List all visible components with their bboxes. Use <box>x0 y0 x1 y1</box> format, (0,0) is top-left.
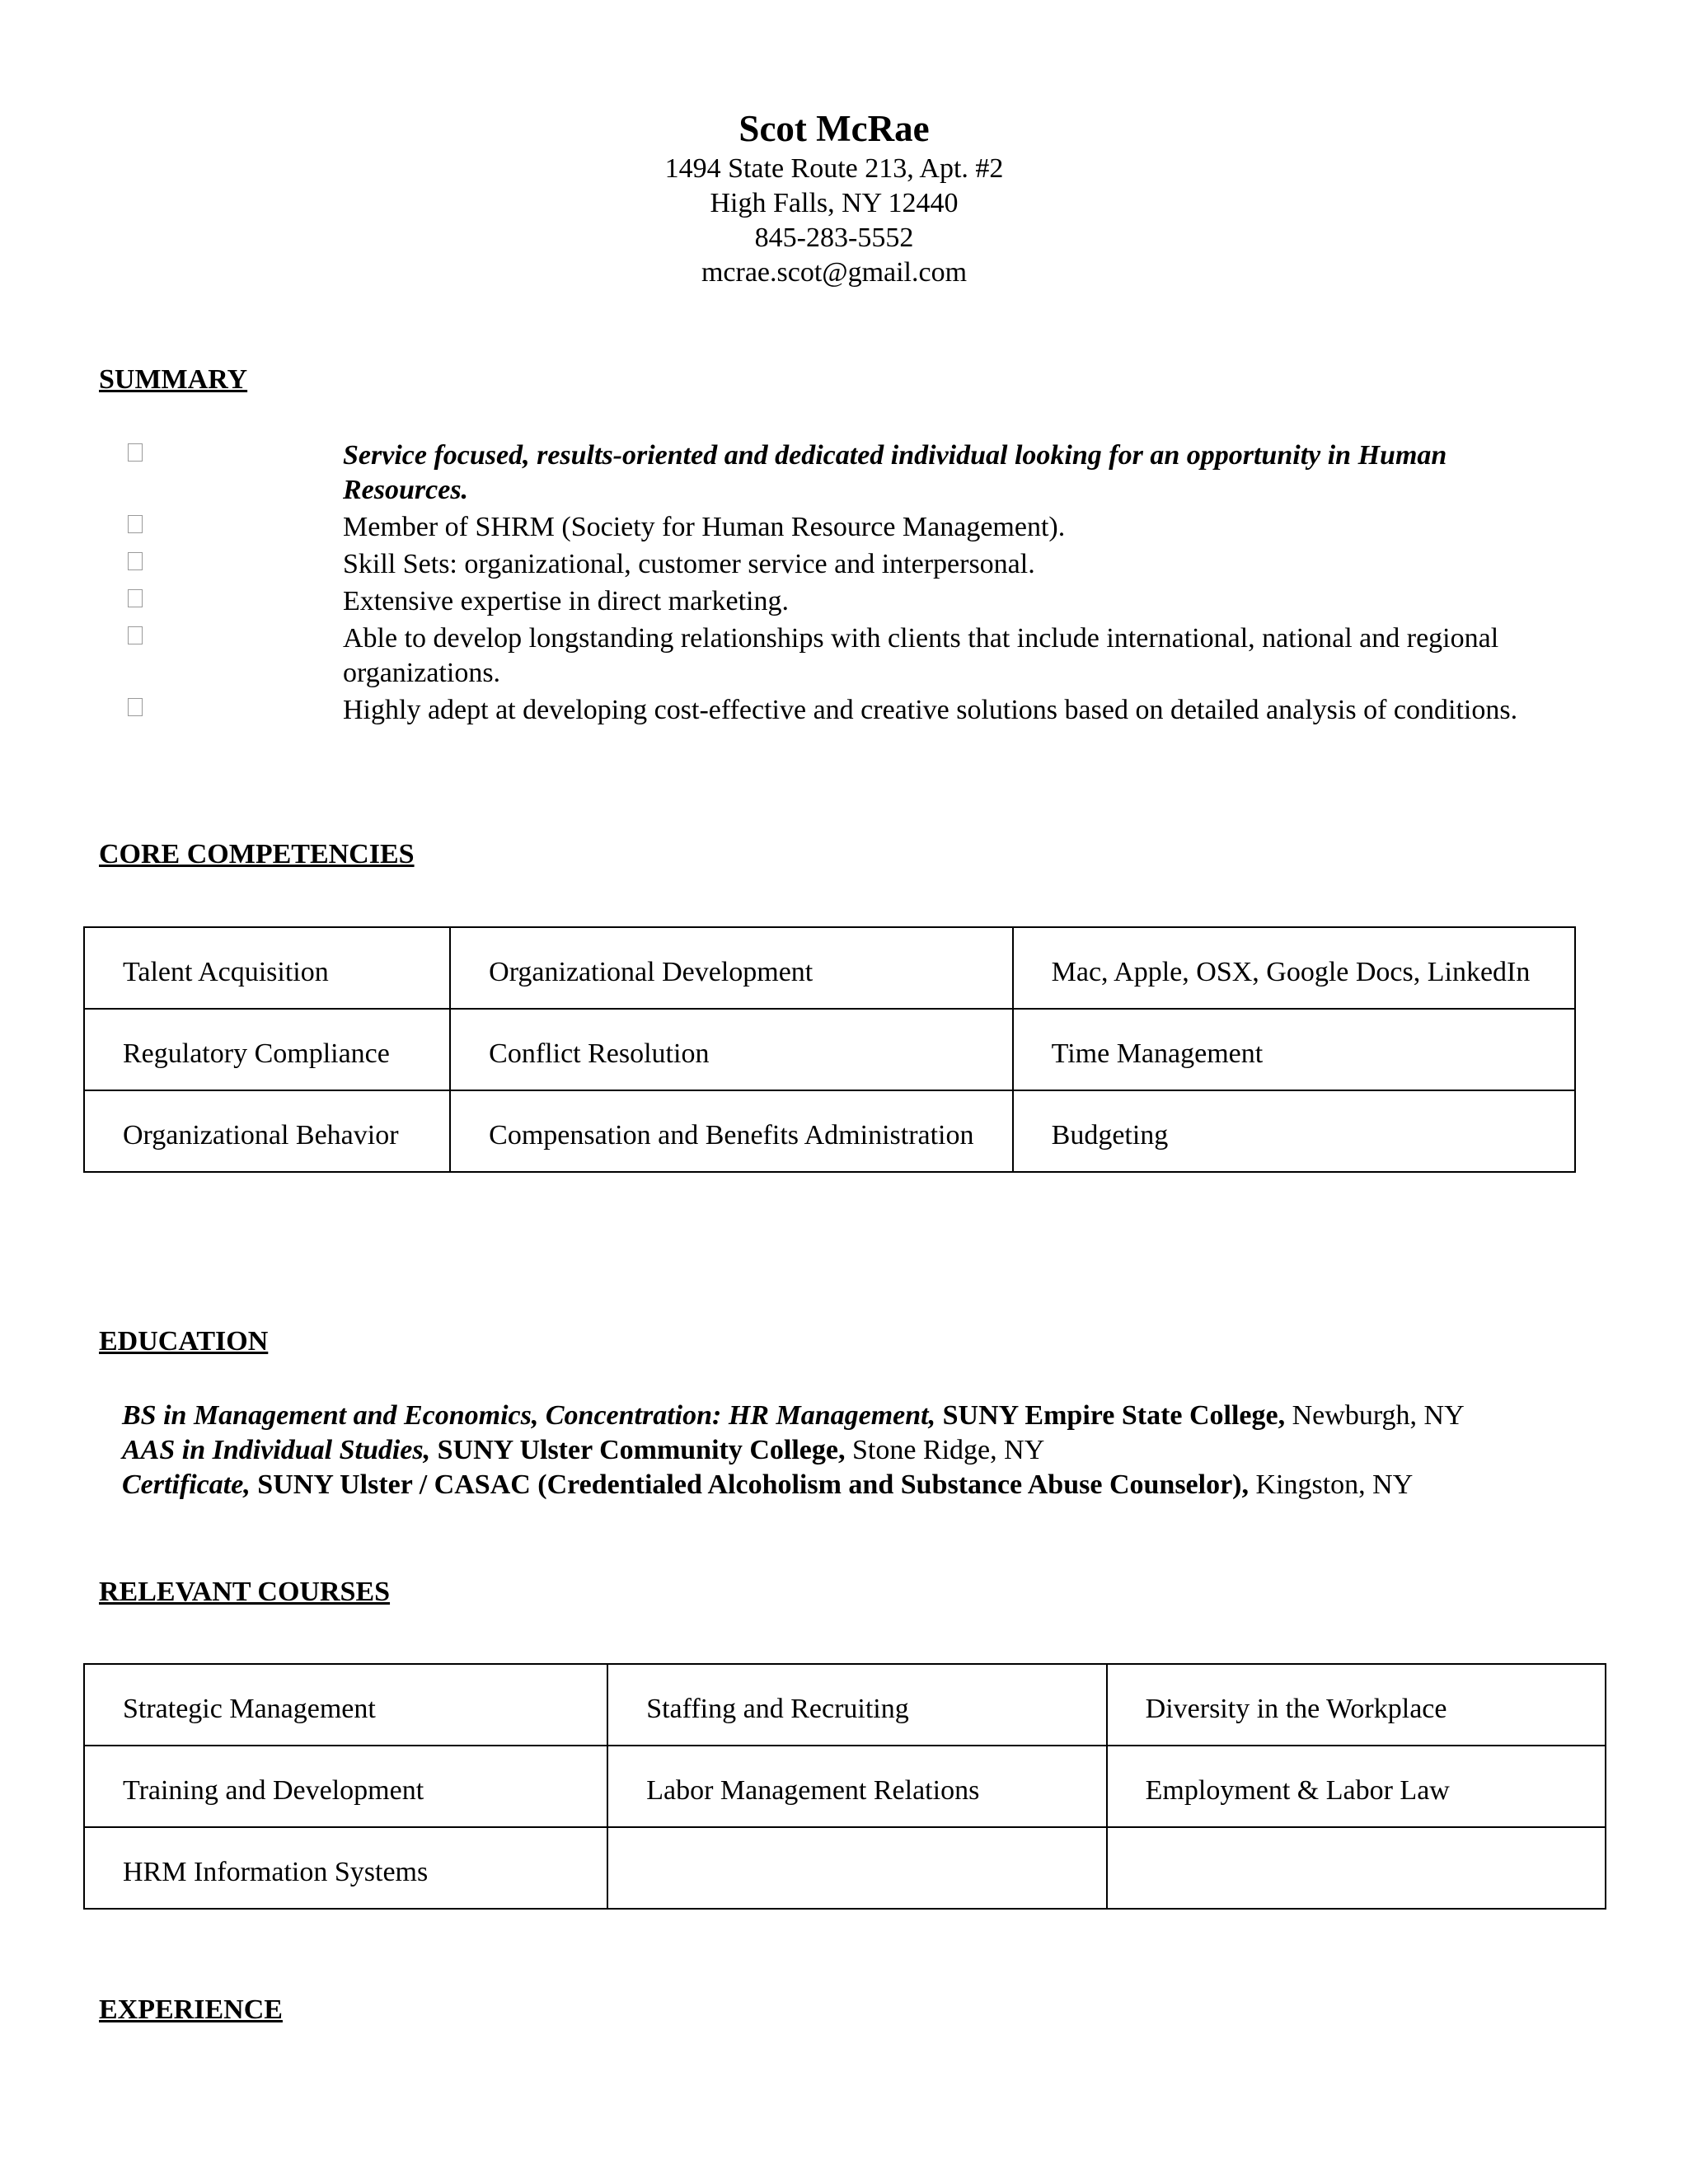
summary-item <box>0 547 1688 582</box>
bullet-box-icon <box>128 698 143 716</box>
summary-item-text: Able to develop longstanding relationships with clients that include international, national and regional organizations. <box>343 623 1499 688</box>
summary-item-text: Service focused, results-oriented and dedicated individual looking for an opportunity in Human Resources. <box>343 440 1447 505</box>
location: Newburgh, NY <box>1292 1400 1465 1431</box>
bullet-box-icon <box>128 443 143 462</box>
table-cell: Compensation and Benefits Administration <box>450 1090 1012 1172</box>
bullet-box-icon <box>128 515 143 533</box>
bullet-box-icon <box>128 626 143 644</box>
address-line-2: High Falls, NY 12440 <box>710 188 959 218</box>
table-cell <box>607 1827 1106 1909</box>
summary-list <box>0 438 1688 730</box>
table-cell: Staffing and Recruiting <box>607 1664 1106 1746</box>
location: Stone Ridge, NY <box>851 1435 1045 1465</box>
table-row <box>84 1090 1575 1172</box>
summary-item <box>0 584 1688 619</box>
table-cell: Conflict Resolution <box>450 1009 1012 1090</box>
address-line-1: 1494 State Route 213, Apt. #2 <box>664 153 1004 184</box>
summary-item-text: Skill Sets: organizational, customer service and interpersonal. <box>343 549 1035 579</box>
table-row <box>84 1746 1606 1827</box>
table-cell: Employment & Labor Law <box>1107 1746 1606 1827</box>
education-entry <box>122 1433 1465 1468</box>
experience-heading: EXPERIENCE <box>99 1994 283 2025</box>
table-row <box>84 927 1575 1009</box>
relevant-courses-table <box>83 1663 1606 1910</box>
table-cell: Training and Development <box>84 1746 607 1827</box>
table-cell: Organizational Behavior <box>84 1090 450 1172</box>
resume-header <box>0 105 1668 290</box>
table-cell: Diversity in the Workplace <box>1107 1664 1606 1746</box>
summary-item <box>0 510 1688 545</box>
education-list <box>122 1399 1465 1502</box>
degree: BS in Management and Economics, Concentration: HR Management, <box>122 1400 936 1431</box>
table-cell: Time Management <box>1013 1009 1575 1090</box>
table-cell: Organizational Development <box>450 927 1012 1009</box>
location: Kingston, NY <box>1255 1469 1414 1500</box>
summary-item <box>0 438 1688 508</box>
table-cell: HRM Information Systems <box>84 1827 607 1909</box>
email-address: mcrae.scot@gmail.com <box>701 257 968 288</box>
table-cell: Labor Management Relations <box>607 1746 1106 1827</box>
school: SUNY Ulster / CASAC (Credentialed Alcoholism and Substance Abuse Counselor), <box>257 1469 1249 1500</box>
bullet-box-icon <box>128 589 143 607</box>
core-competencies-table <box>83 926 1576 1173</box>
summary-item-text: Member of SHRM (Society for Human Resource Management). <box>343 512 1066 542</box>
table-row <box>84 1664 1606 1746</box>
summary-item-text: Extensive expertise in direct marketing. <box>343 586 789 616</box>
table-cell: Talent Acquisition <box>84 927 450 1009</box>
table-cell: Strategic Management <box>84 1664 607 1746</box>
candidate-name: Scot McRae <box>738 108 930 149</box>
table-row <box>84 1009 1575 1090</box>
table-cell <box>1107 1827 1606 1909</box>
relevant-courses-heading: RELEVANT COURSES <box>99 1577 391 1607</box>
table-cell: Regulatory Compliance <box>84 1009 450 1090</box>
table-cell: Budgeting <box>1013 1090 1575 1172</box>
education-entry <box>122 1399 1465 1433</box>
degree: Certificate, <box>122 1469 251 1500</box>
education-heading: EDUCATION <box>99 1326 269 1357</box>
school: SUNY Empire State College, <box>942 1400 1286 1431</box>
bullet-box-icon <box>128 552 143 570</box>
degree: AAS in Individual Studies, <box>122 1435 431 1465</box>
summary-heading: SUMMARY <box>99 364 248 395</box>
school: SUNY Ulster Community College, <box>437 1435 846 1465</box>
table-row <box>84 1827 1606 1909</box>
summary-item <box>0 621 1688 691</box>
education-entry <box>122 1468 1465 1502</box>
table-cell: Mac, Apple, OSX, Google Docs, LinkedIn <box>1013 927 1575 1009</box>
summary-item-text: Highly adept at developing cost-effective and creative solutions based on detailed analysis of conditions. <box>343 695 1518 725</box>
summary-item <box>0 693 1688 728</box>
phone-number: 845-283-5552 <box>754 223 914 253</box>
core-competencies-heading: CORE COMPETENCIES <box>99 839 415 869</box>
